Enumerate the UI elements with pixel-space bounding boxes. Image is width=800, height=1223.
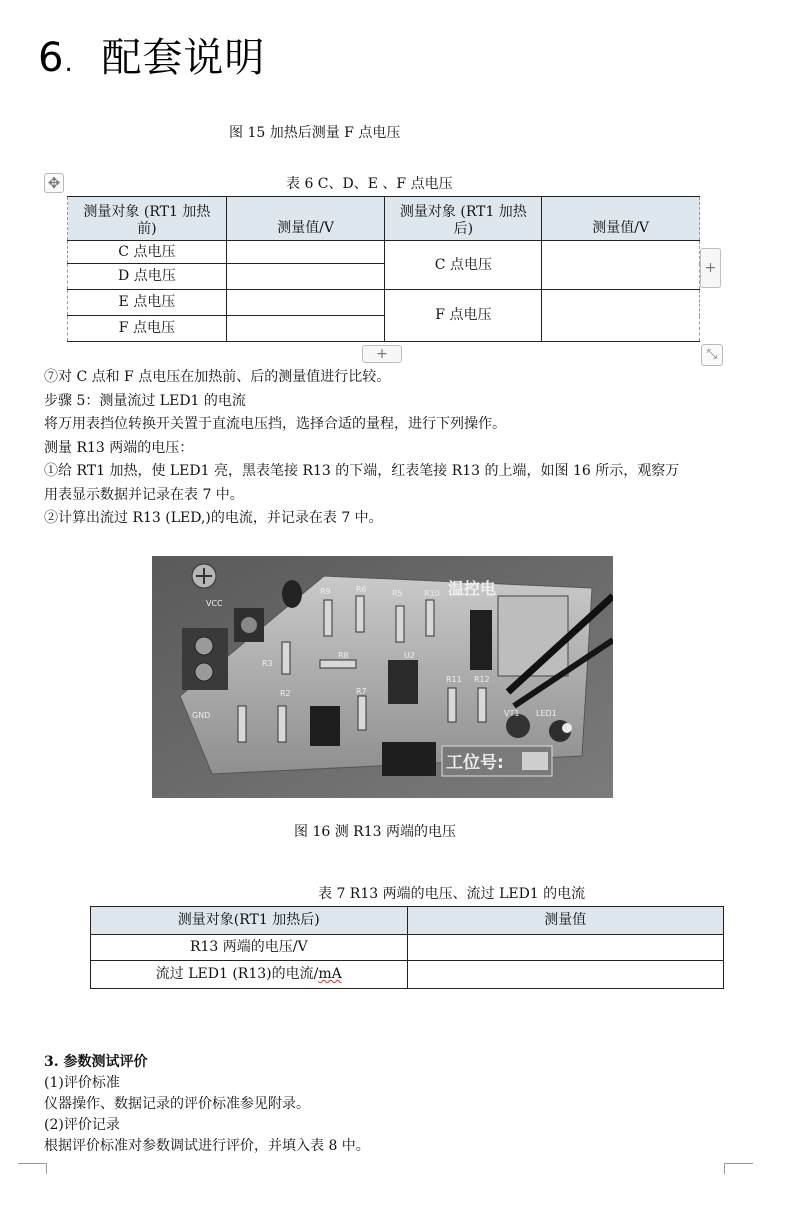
table-6-cell: E 点电压: [68, 290, 227, 316]
photo-label: R7: [356, 687, 367, 696]
table-6-caption: 表 6 C、D、E 、F 点电压: [286, 176, 453, 192]
spelling-flag: mA: [318, 966, 342, 982]
page-corner-mark: [18, 1163, 47, 1174]
photo-label: R6: [356, 585, 367, 594]
table-7-header-row: [91, 907, 724, 935]
procedure-line: 将万用表挡位转换开关置于直流电压挡，选择合适的量程，进行下列操作。: [44, 416, 506, 432]
add-row-button[interactable]: +: [362, 345, 402, 363]
table-6: [67, 196, 700, 342]
section-3-line: 仪器操作、数据记录的评价标准参见附录。: [44, 1096, 310, 1112]
section-heading: [38, 30, 265, 91]
figure-15-caption: 图 15 加热后测量 F 点电压: [229, 125, 401, 141]
procedure-line: 用表显示数据并记录在表 7 中。: [44, 486, 244, 503]
table-6-cell: F 点电压: [385, 290, 542, 342]
section-3-title: 3. 参数测试评价: [44, 1054, 148, 1070]
photo-label: U2: [404, 651, 415, 660]
procedure-line: ②计算出流过 R13 (LED,)的电流，并记录在表 7 中。: [44, 510, 383, 526]
photo-label: R8: [338, 651, 349, 660]
table-6-value-cell[interactable]: [226, 241, 385, 264]
table-6-header-cell: 测量对象 (RT1 加热前): [68, 197, 227, 241]
table-resize-handle-icon[interactable]: ⤡: [701, 344, 723, 366]
table-6-value-cell[interactable]: [542, 290, 700, 342]
add-column-button[interactable]: +: [700, 248, 721, 288]
photo-label: R12: [474, 675, 490, 684]
figure-16-caption: 图 16 测 R13 两端的电压: [294, 824, 456, 840]
table-row: [68, 241, 700, 264]
photo-label: R2: [280, 689, 291, 698]
section-dot: .: [64, 48, 74, 78]
photo-label: VT1: [504, 709, 520, 718]
table-6-cell: C 点电压: [68, 241, 227, 264]
photo-board-name: 温控电: [448, 579, 497, 598]
section-3-line: (1)评价标准: [44, 1075, 120, 1091]
section-3-line: 根据评价标准对参数调试进行评价，并填入表 8 中。: [44, 1138, 370, 1154]
table-6-value-cell[interactable]: [226, 264, 385, 290]
table-6-header-row: [68, 197, 700, 241]
photo-label: R10: [424, 589, 440, 598]
table-6-header-cell: 测量值/V: [226, 197, 385, 241]
table-7-cell-text: 流过 LED1 (R13)的电流/: [155, 966, 319, 982]
photo-label: R3: [262, 659, 273, 668]
table-6-value-cell[interactable]: [226, 316, 385, 342]
table-6-value-cell[interactable]: [542, 241, 700, 290]
table-6-cell: C 点电压: [385, 241, 542, 290]
photo-station-label: 工位号:: [446, 753, 504, 773]
table-7: [90, 906, 724, 989]
section-3: [44, 1052, 734, 1157]
table-6-header-cell: 测量对象 (RT1 加热后): [385, 197, 542, 241]
table-7-cell: [91, 961, 408, 989]
table-row: [68, 290, 700, 316]
table-7-header-cell: 测量值: [407, 907, 723, 935]
photo-label: GND: [192, 711, 211, 720]
table-6-cell: F 点电压: [68, 316, 227, 342]
procedure-line: ⑦对 C 点和 F 点电压在加热前、后的测量值进行比较。: [44, 369, 391, 385]
table-row: [91, 935, 724, 961]
page-corner-mark: [724, 1163, 753, 1174]
table-move-handle-icon[interactable]: ✥: [44, 173, 64, 193]
photo-label: VCC: [206, 599, 223, 608]
section-3-line: (2)评价记录: [44, 1117, 120, 1133]
procedure-line: 步骤 5：测量流过 LED1 的电流: [44, 392, 246, 409]
table-7-value-cell[interactable]: [407, 935, 723, 961]
table-7-cell: R13 两端的电压/V: [91, 935, 408, 961]
table-7-value-cell[interactable]: [407, 961, 723, 989]
circuit-board-photo: [152, 556, 613, 798]
photo-label: R5: [392, 589, 403, 598]
table-7-caption: 表 7 R13 两端的电压、流过 LED1 的电流: [318, 886, 586, 902]
photo-label: R11: [446, 675, 462, 684]
procedure-line: ①给 RT1 加热，使 LED1 亮，黑表笔接 R13 的下端，红表笔接 R13 的上端，如图 16 所示，观察万: [44, 463, 680, 479]
photo-label: LED1: [536, 709, 557, 718]
section-number: 6: [38, 35, 65, 81]
procedure-line: 测量 R13 两端的电压：: [44, 439, 194, 456]
circuit-board-illustration: [152, 556, 613, 798]
photo-label: R9: [320, 587, 331, 596]
table-7-header-cell: 测量对象(RT1 加热后): [91, 907, 408, 935]
table-row: [91, 961, 724, 989]
table-6-cell: D 点电压: [68, 264, 227, 290]
procedure-text: [44, 366, 734, 531]
table-6-value-cell[interactable]: [226, 290, 385, 316]
table-6-header-cell: 测量值/V: [542, 197, 700, 241]
section-title: 配套说明: [101, 35, 266, 81]
